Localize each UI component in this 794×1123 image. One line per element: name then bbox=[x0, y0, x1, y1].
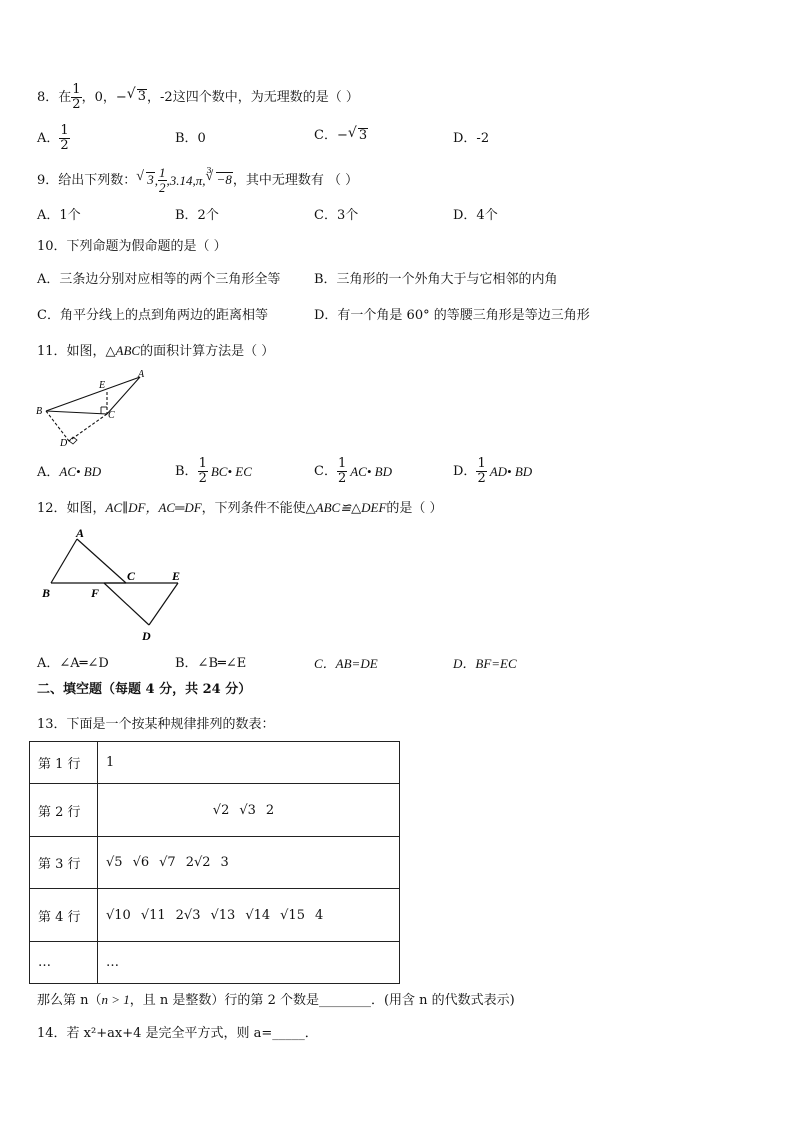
row-head: 第 2 行 bbox=[30, 784, 98, 837]
label-f: F bbox=[91, 586, 100, 600]
q8-option-a: A． $\frac{1}{2}$ bbox=[37, 122, 69, 153]
row-cell: √5 √6 √7 2√2 3 bbox=[98, 837, 400, 889]
pattern-table bbox=[29, 741, 400, 984]
label-a: A bbox=[76, 526, 85, 540]
label-b: B bbox=[36, 406, 43, 417]
label-e: E bbox=[99, 380, 106, 391]
q10-option-c: C．角平分线上的点到角两边的距离相等 bbox=[37, 308, 268, 323]
fraction: $\frac{1}{2}$ bbox=[337, 455, 347, 486]
cube-root: 3 √ −8 bbox=[206, 172, 233, 187]
q11-option-a: A．AC• BD bbox=[37, 464, 102, 480]
label-b: B bbox=[42, 586, 51, 600]
q12-figure bbox=[36, 524, 196, 646]
q9-option-b: B．2个 bbox=[175, 208, 219, 223]
fraction: $\frac{1}{2}$ bbox=[60, 122, 69, 153]
q11-stem: 11．如图，△ABC的面积计算方法是（ ） bbox=[37, 343, 275, 359]
q9-option-a: A．1个 bbox=[37, 208, 81, 223]
sqrt: √ 3 bbox=[137, 172, 155, 187]
row-cell: √10 √11 2√3 √13 √14 √15 4 bbox=[98, 889, 400, 942]
q12-option-a: A．∠A═∠D bbox=[37, 656, 109, 671]
label-d: D bbox=[60, 438, 68, 449]
q9-option-c: C．3个 bbox=[314, 208, 359, 223]
q10-option-d: D．有一个角是 60° 的等腰三角形是等边三角形 bbox=[314, 308, 590, 323]
q12-option-b: B．∠B═∠E bbox=[175, 656, 247, 671]
table-row bbox=[30, 742, 400, 784]
q11-option-c: C． $\frac{1}{2}$ AC• BD bbox=[314, 455, 392, 486]
sqrt: √ 3 bbox=[349, 128, 368, 143]
q11-option-b: B． $\frac{1}{2}$ BC• EC bbox=[175, 455, 252, 486]
q9-stem: 9．给出下列数： √ 3 , $\frac{1}{2}$ ,3.14,π, 3 √ −8 ，其中无理数有 （ ） bbox=[37, 162, 358, 198]
q11-figure bbox=[30, 366, 160, 450]
row-cell: 1 bbox=[98, 742, 400, 784]
row-head: 第 3 行 bbox=[30, 837, 98, 889]
table-row bbox=[30, 837, 400, 889]
q8-option-c: C． − √ 3 bbox=[314, 128, 368, 143]
sqrt: √ 3 bbox=[128, 89, 147, 104]
row-head: … bbox=[30, 942, 98, 984]
label-c: C bbox=[127, 569, 136, 583]
q12-stem: 12．如图，AC∥DF，AC═DF，下列条件不能使△ABC≌△DEF的是（ ） bbox=[37, 500, 443, 516]
q11-option-d: D． $\frac{1}{2}$ AD• BD bbox=[453, 455, 533, 486]
q9-option-d: D．4个 bbox=[453, 208, 498, 223]
q8-option-b: B．0 bbox=[175, 131, 206, 146]
row-head: 第 4 行 bbox=[30, 889, 98, 942]
q10-option-a: A．三条边分别对应相等的两个三角形全等 bbox=[37, 272, 281, 287]
section-title: 二、填空题（每题 4 分，共 24 分） bbox=[37, 682, 252, 697]
q10-stem: 10．下列命题为假命题的是（ ） bbox=[37, 239, 227, 254]
label-d: D bbox=[142, 629, 151, 643]
table-row bbox=[30, 784, 400, 837]
table-row bbox=[30, 889, 400, 942]
q12-option-c: C．AB=DE bbox=[314, 656, 378, 671]
q12-option-d: D．BF=EC bbox=[453, 656, 517, 671]
q8-option-d: D．-2 bbox=[453, 131, 490, 146]
row-cell: √2 √3 2 bbox=[98, 784, 400, 837]
q13-stem: 13．下面是一个按某种规律排列的数表： bbox=[37, 717, 275, 732]
label-a: A bbox=[138, 369, 145, 380]
q8-stem: 8．在 $\frac{1}{2}$ ，0， − √ 3 ，-2这四个数中，为无理数的是（ ） bbox=[37, 80, 359, 114]
fraction: $\frac{1}{2}$ bbox=[159, 164, 166, 195]
fraction: $\frac{1}{2}$ bbox=[72, 81, 81, 112]
row-head: 第 1 行 bbox=[30, 742, 98, 784]
fraction: $\frac{1}{2}$ bbox=[198, 455, 207, 486]
fraction: $\frac{1}{2}$ bbox=[477, 455, 486, 486]
q13-tail: 那么第 n（n > 1，且 n 是整数）行的第 2 个数是________．(用含 n 的代数式表示) bbox=[37, 992, 515, 1008]
label-e: E bbox=[172, 569, 181, 583]
row-cell: … bbox=[98, 942, 400, 984]
label-c: C bbox=[108, 410, 115, 421]
q10-option-b: B．三角形的一个外角大于与它相邻的内角 bbox=[314, 272, 558, 287]
table-row bbox=[30, 942, 400, 984]
q14-stem: 14．若 x²+ax+4 是完全平方式，则 a=_____． bbox=[37, 1026, 318, 1041]
